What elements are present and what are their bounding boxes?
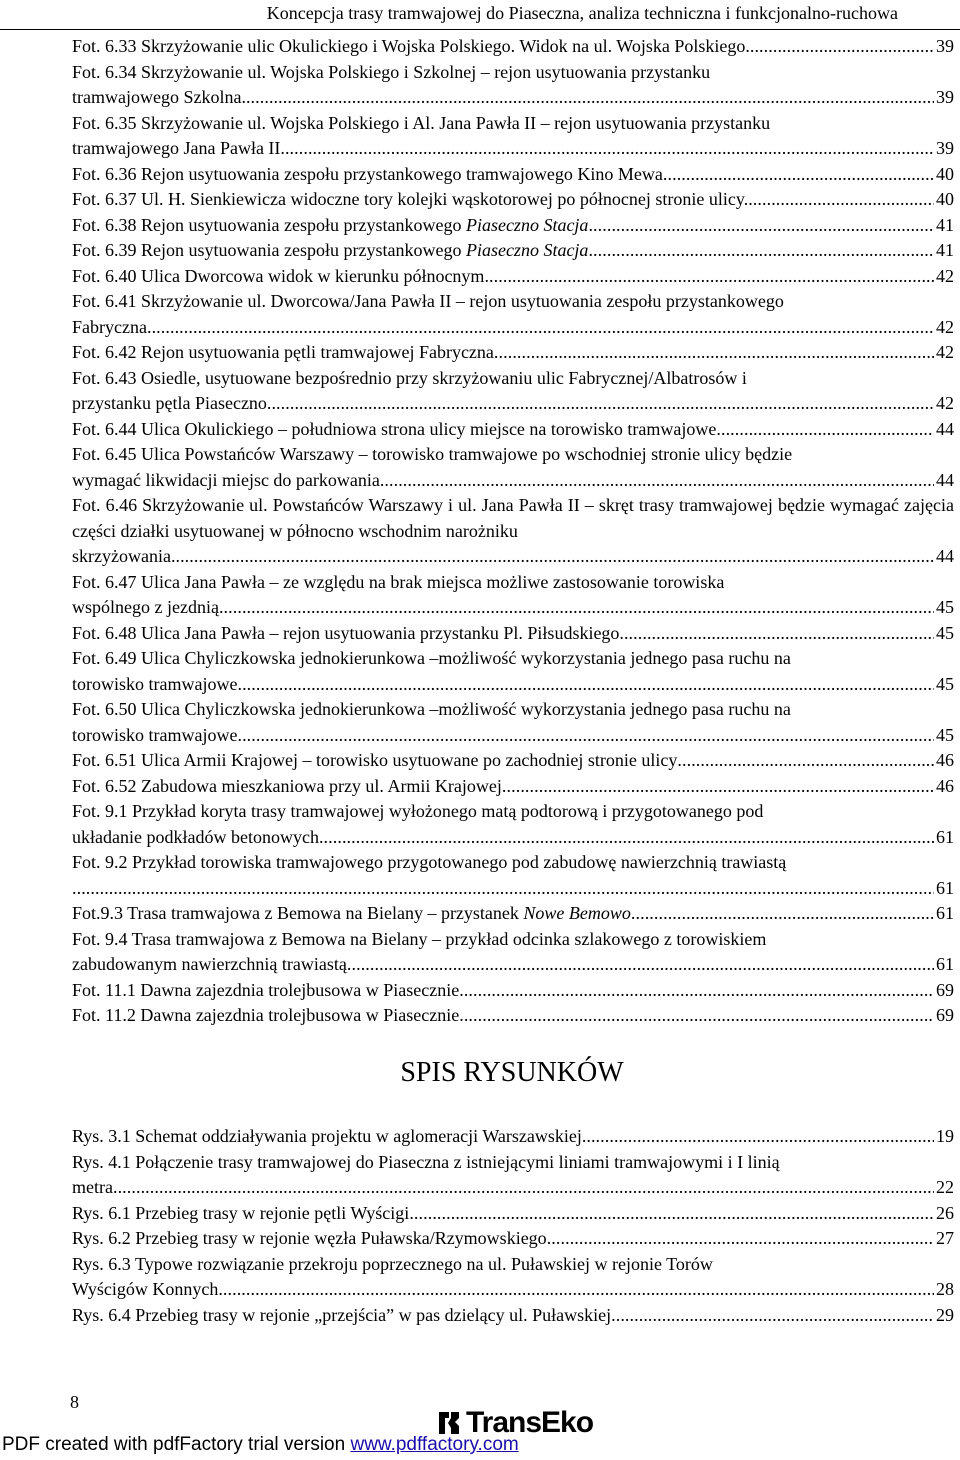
toc-entry[interactable]	[72, 927, 954, 978]
entry-caption: skrzyżowania.	[72, 546, 176, 566]
entry-caption: Fabryczna	[72, 316, 147, 337]
entry-page-number: 61	[936, 877, 954, 898]
entry-caption: Fot. 6.36 Rejon usytuowania zespołu przystankowego tramwajowego Kino Mewa	[72, 163, 663, 184]
entry-page-number: 61	[936, 903, 954, 923]
logo-text: TransEko	[466, 1406, 594, 1439]
toc-entry[interactable]	[72, 1226, 954, 1252]
toc-entry[interactable]	[72, 366, 954, 417]
pdf-footer	[2, 1434, 519, 1456]
entry-caption: Fot. 6.33 Skrzyżowanie ulic Okulickiego i Wojska Polskiego. Widok na ul. Wojska Polskiego.	[72, 36, 750, 56]
dot-leader	[219, 595, 934, 621]
entry-page-number: 22	[936, 1177, 954, 1197]
dot-leader	[588, 213, 934, 239]
dot-leader	[72, 876, 934, 902]
entry-page-number: 46	[936, 775, 954, 796]
entry-caption-start: Rys. 6.3 Typowe rozwiązanie przekroju poprzecznego na ul. Puławskiej w rejonie Torów	[72, 1253, 713, 1274]
dot-leader	[285, 136, 934, 162]
entry-caption: Fot.9.3 Trasa tramwajowa z Bemowa na Bielany – przystanek	[72, 903, 524, 923]
entry-caption: zabudowanym nawierzchnią trawiastą	[72, 954, 347, 974]
entry-caption-start: Fot. 6.50 Ulica Chyliczkowska jednokierunkowa –możliwość wykorzystania jednego pasa ruchu na	[72, 699, 791, 719]
entry-caption: Rys. 6.2 Przebieg trasy w rejonie węzła Puławska/Rzymowskiego	[72, 1228, 547, 1248]
entry-caption-start: Fot. 6.43 Osiedle, usytuowane bezpośrednio przy skrzyżowaniu ulic Fabrycznej/Albatrosów i	[72, 367, 747, 388]
entry-caption: układanie podkładów betonowych	[72, 826, 319, 847]
entry-page-number: 42	[936, 316, 954, 337]
entry-caption-start: Fot. 6.49 Ulica Chyliczkowska jednokierunkowa –możliwość wykorzystania jednego pasa ruchu na	[72, 648, 791, 668]
entry-page-number: 44	[936, 418, 954, 439]
entry-page-number: 45	[936, 724, 954, 745]
dot-leader	[677, 748, 934, 774]
dot-leader	[237, 672, 934, 698]
entry-page-number: 61	[936, 954, 954, 974]
entry-caption-start: Fot. 9.2 Przykład torowiska tramwajowego przygotowanego pod zabudowę nawierzchnią trawiastą	[72, 852, 787, 872]
dot-leader	[586, 1124, 934, 1150]
entry-caption-start: Fot. 6.35 Skrzyżowanie ul. Wojska Polskiego i Al. Jana Pawła II – rejon usytuowania przystanku	[72, 112, 771, 133]
entry-caption: Rys. 3.1 Schemat oddziaływania projektu w aglomeracji Warszawskiej.	[72, 1126, 587, 1146]
entry-caption-start: Fot. 6.46 Skrzyżowanie ul. Powstańców Warszawy i ul. Jana Pawła II – skręt trasy tramwajowej będzie wymagać zajęcia części działki usytuowanej w północno wschodnim narożniku	[72, 495, 954, 541]
entry-caption: przystanku pętla Piaseczno.	[72, 393, 272, 413]
header-title: Koncepcja trasy tramwajowej do Piaseczna, analiza techniczna i funkcjonalno-ruchowa	[266, 3, 898, 23]
dot-leader	[484, 264, 934, 290]
dot-leader	[319, 825, 934, 851]
entry-page-number: 41	[936, 214, 954, 235]
toc-entry[interactable]	[72, 187, 954, 213]
dot-leader	[175, 544, 934, 570]
toc-entry[interactable]	[72, 34, 954, 60]
entry-page-number: 61	[936, 826, 954, 847]
dot-leader	[223, 1277, 934, 1303]
entry-page-number: 45	[936, 673, 954, 694]
entry-page-number: 44	[936, 469, 954, 490]
entry-caption-italic: Piaseczno Stacja	[465, 214, 589, 235]
toc-entry[interactable]	[72, 570, 954, 621]
dot-leader	[271, 391, 934, 417]
entry-caption: tramwajowego Jana Pawła II.	[72, 138, 285, 158]
dot-leader	[147, 315, 934, 341]
entry-caption-start: Fot. 9.1 Przykład koryta trasy tramwajowej wyłożonego matą podtorową i przygotowanego pod	[72, 801, 764, 821]
toc-entry[interactable]	[72, 1150, 954, 1201]
dot-leader	[459, 978, 934, 1004]
entry-page-number: 40	[936, 189, 954, 209]
entry-caption: Wyścigów Konnych.	[72, 1279, 223, 1299]
entry-caption-start: Fot. 6.45 Ulica Powstańców Warszawy – torowisko tramwajowe po wschodniej stronie ulicy będzie	[72, 444, 793, 464]
entry-caption: wymagać likwidacji miejsc do parkowania.	[72, 469, 385, 490]
entry-caption: torowisko tramwajowe	[72, 724, 238, 745]
entry-page-number: 46	[936, 750, 954, 770]
toc-entry[interactable]	[72, 621, 954, 647]
entry-caption-start: Fot. 6.34 Skrzyżowanie ul. Wojska Polskiego i Szkolnej – rejon usytuowania przystanku	[72, 61, 711, 82]
dot-leader	[494, 340, 934, 366]
entry-page-number: 19	[936, 1126, 954, 1146]
entry-page-number: 27	[936, 1228, 954, 1248]
entry-caption: Fot. 6.44 Ulica Okulickiego – południowa strona ulicy miejsce na torowisko tramwajowe	[72, 418, 717, 439]
entry-caption-start: Rys. 4.1 Połączenie trasy tramwajowej do Piaseczna z istniejącymi liniami tramwajowymi i I linią	[72, 1151, 780, 1172]
dot-leader	[663, 162, 934, 188]
entry-caption: Fot. 6.52 Zabudowa mieszkaniowa przy ul. Armii Krajowej	[72, 775, 502, 796]
entry-caption: Rys. 6.4 Przebieg trasy w rejonie „przejścia” w pas dzielący ul. Puławskiej	[72, 1304, 612, 1325]
entry-page-number: 45	[936, 597, 954, 617]
dot-leader	[459, 1003, 934, 1029]
toc-entry[interactable]	[72, 850, 954, 901]
entry-caption: Fot. 6.40 Ulica Dworcowa widok w kierunku północnym	[72, 265, 485, 286]
entry-caption-start: Fot. 9.4 Trasa tramwajowa z Bemowa na Bielany – przykład odcinka szlakowego z torowiskiem	[72, 928, 767, 949]
entry-caption-italic: Nowe Bemowo	[523, 903, 631, 923]
dot-leader	[502, 774, 934, 800]
entry-caption: Fot. 6.37 Ul. H. Sienkiewicza widoczne tory kolejki wąskotorowej po północnej stronie ulicy.	[72, 189, 749, 209]
entry-page-number: 29	[936, 1304, 954, 1325]
entry-caption: Fot. 6.48 Ulica Jana Pawła – rejon usytuowania przystanku Pl. Piłsudskiego.	[72, 622, 624, 643]
page-number: 8	[70, 1392, 79, 1412]
toc-entry[interactable]	[72, 646, 954, 697]
toc-entry[interactable]	[72, 340, 954, 366]
toc-entry[interactable]	[72, 901, 954, 927]
entry-caption: Fot. 6.39 Rejon usytuowania zespołu przystankowego	[72, 240, 466, 260]
toc-entry[interactable]	[72, 697, 954, 748]
entry-caption: Fot. 6.42 Rejon usytuowania pętli tramwajowej Fabryczna	[72, 342, 494, 362]
entry-page-number: 44	[936, 546, 954, 566]
dot-leader	[237, 723, 934, 749]
toc-entry[interactable]	[72, 493, 954, 570]
toc-entry[interactable]	[72, 774, 954, 800]
toc-entry[interactable]	[72, 1201, 954, 1227]
toc-entry[interactable]	[72, 289, 954, 340]
dot-leader	[588, 238, 934, 264]
dot-leader	[409, 1201, 934, 1227]
dot-leader	[624, 621, 934, 647]
toc-entry[interactable]	[72, 748, 954, 774]
entry-page-number: 42	[936, 265, 954, 286]
entry-caption-start: Fot. 6.47 Ulica Jana Pawła – ze względu na brak miejsca możliwe zastosowanie torowiska	[72, 571, 725, 592]
entry-caption: tramwajowego Szkolna.	[72, 87, 246, 107]
dot-leader	[611, 1303, 934, 1329]
toc-entry[interactable]	[72, 60, 954, 111]
entry-page-number: 39	[936, 87, 954, 107]
toc-entry[interactable]	[72, 978, 954, 1004]
toc-entry[interactable]	[72, 162, 954, 188]
entry-caption: Fot. 6.51 Ulica Armii Krajowej – torowisko usytuowane po zachodniej stronie ulicy	[72, 750, 678, 770]
toc-entry[interactable]	[72, 238, 954, 264]
photo-list	[72, 34, 954, 1029]
toc-entry[interactable]	[72, 213, 954, 239]
footer-text: PDF created with pdfFactory trial version	[2, 1434, 351, 1455]
entry-caption: Fot. 11.2 Dawna zajezdnia trolejbusowa w Piasecznie	[72, 1005, 460, 1025]
entry-caption: wspólnego z jezdnią	[72, 597, 219, 617]
toc-entry[interactable]	[72, 417, 954, 443]
entry-page-number: 69	[936, 1005, 954, 1025]
dot-leader	[716, 417, 934, 443]
entry-page-number: 26	[936, 1202, 954, 1223]
entry-caption: metra	[72, 1177, 113, 1197]
figure-list	[72, 1124, 954, 1328]
entry-page-number: 39	[936, 36, 954, 56]
entry-caption: Rys. 6.1 Przebieg trasy w rejonie pętli Wyścigi	[72, 1202, 410, 1223]
toc-entry[interactable]	[72, 799, 954, 850]
entry-caption: Fot. 11.1 Dawna zajezdnia trolejbusowa w Piasecznie	[72, 979, 460, 1000]
entry-page-number: 41	[936, 240, 954, 260]
toc-entry[interactable]	[72, 1252, 954, 1303]
running-header	[0, 0, 960, 30]
dot-leader	[113, 1175, 934, 1201]
entry-page-number: 45	[936, 622, 954, 643]
entry-page-number: 39	[936, 138, 954, 158]
entry-page-number: 69	[936, 979, 954, 1000]
toc-entry[interactable]	[72, 1124, 954, 1150]
dot-leader	[547, 1226, 934, 1252]
dot-leader	[384, 468, 934, 494]
entry-caption: torowisko tramwajowe	[72, 673, 238, 694]
entry-caption: Fot. 6.38 Rejon usytuowania zespołu przystankowego	[72, 214, 466, 235]
dot-leader	[347, 952, 934, 978]
entry-page-number: 28	[936, 1279, 954, 1299]
toc-entry[interactable]	[72, 442, 954, 493]
entry-caption-start: Fot. 6.41 Skrzyżowanie ul. Dworcowa/Jana Pawła II – rejon usytuowania zespołu przystankowego	[72, 291, 784, 311]
section-title-figures: SPIS RYSUNKÓW	[400, 1057, 624, 1088]
entry-page-number: 42	[936, 342, 954, 362]
entry-page-number: 40	[936, 163, 954, 184]
toc-entry[interactable]	[72, 1303, 954, 1329]
pdffactory-link[interactable]: www.pdffactory.com	[350, 1434, 519, 1455]
dot-leader	[246, 85, 934, 111]
dot-leader	[750, 34, 934, 60]
dot-leader	[748, 187, 934, 213]
entry-page-number: 42	[936, 393, 954, 413]
toc-entry[interactable]	[72, 264, 954, 290]
entry-caption-italic: Piaseczno Stacja	[465, 240, 589, 260]
dot-leader	[631, 901, 934, 927]
toc-entry[interactable]	[72, 111, 954, 162]
toc-entry[interactable]	[72, 1003, 954, 1029]
